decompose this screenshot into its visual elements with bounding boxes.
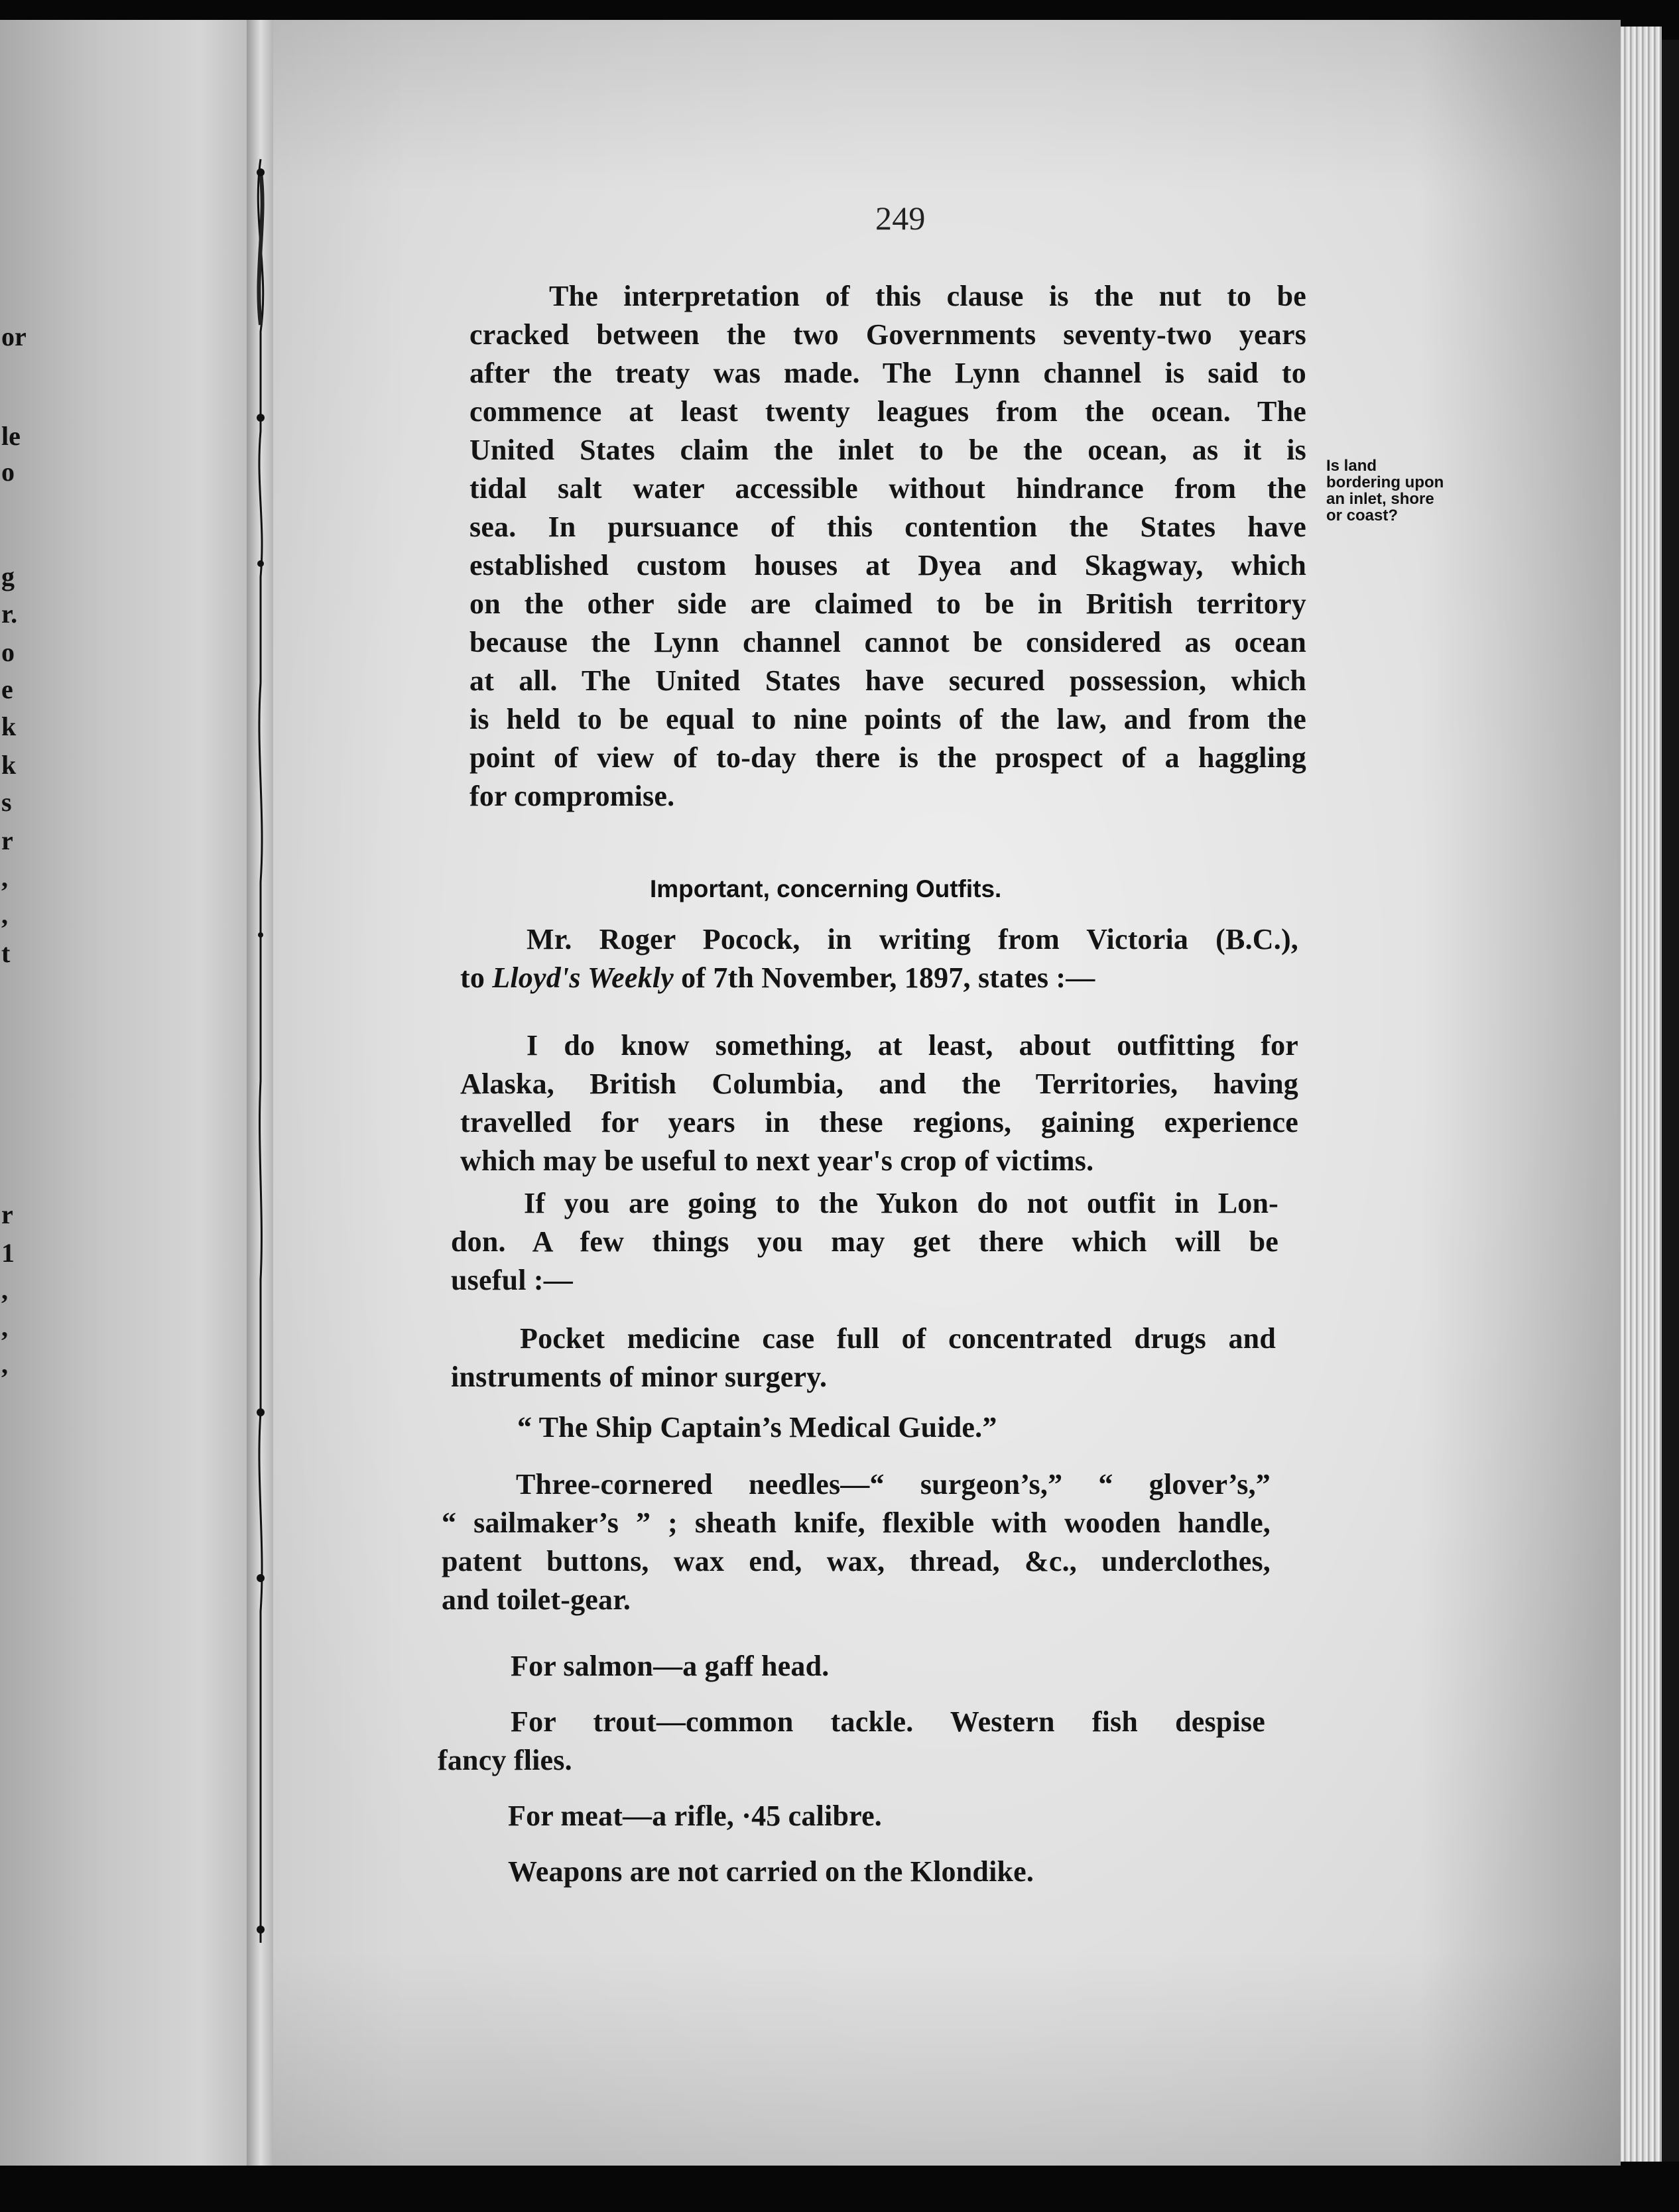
paragraph-meat xyxy=(508,1797,1038,1835)
cropped-glyph: , xyxy=(1,1312,8,1342)
cropped-glyph: r. xyxy=(1,599,18,629)
marginal-note-line: bordering upon xyxy=(1326,473,1444,491)
paragraph-medical-guide xyxy=(517,1408,1180,1447)
text-line: at all. The United States have secured possession, which xyxy=(469,664,1306,697)
text-line xyxy=(460,959,1298,997)
paragraph-yukon-advice xyxy=(451,1184,1278,1300)
text-line: useful :— xyxy=(451,1264,573,1296)
cropped-glyph: o xyxy=(1,637,15,667)
text-run: to xyxy=(460,961,493,994)
text-line: Pocket medicine case full of concentrated drugs and xyxy=(520,1322,1276,1355)
text-line: travelled for years in these regions, gaining experience xyxy=(460,1106,1298,1138)
paragraph-salmon xyxy=(511,1647,1041,1686)
facing-page-edge xyxy=(0,20,251,2166)
marginal-note-line: or coast? xyxy=(1326,507,1399,524)
text-line: don. A few things you may get there which will be xyxy=(451,1225,1278,1258)
facing-page-cropped-text xyxy=(0,20,27,2166)
text-line: For trout—common tackle. Western fish despise xyxy=(511,1705,1265,1738)
paragraph-weapons xyxy=(508,1853,1171,1891)
paragraph-medicine-case xyxy=(451,1320,1276,1396)
paragraph-needles xyxy=(442,1465,1271,1619)
text-line: Weapons are not carried on the Klondike. xyxy=(508,1855,1034,1888)
text-line: Three-cornered needles—“ surgeon’s,” “ glover’s,” xyxy=(516,1468,1271,1501)
text-line: patent buttons, wax end, wax, thread, &c., underclothes, xyxy=(442,1545,1271,1577)
cropped-glyph: or xyxy=(1,322,27,351)
text-line: and toilet-gear. xyxy=(442,1583,631,1616)
book-gutter xyxy=(247,20,275,2166)
text-line: Alaska, British Columbia, and the Territories, having xyxy=(460,1068,1298,1100)
paragraph-outfitting-experience xyxy=(460,1026,1298,1180)
text-line: For salmon—a gaff head. xyxy=(511,1650,830,1682)
text-line: is held to be equal to nine points of the law, and from the xyxy=(469,703,1306,735)
marginal-note-line: Is land xyxy=(1326,457,1377,475)
text-line: after the treaty was made. The Lynn channel is said to xyxy=(469,357,1306,389)
cropped-glyph: 1 xyxy=(1,1238,15,1268)
cropped-glyph: e xyxy=(1,674,13,704)
text-line: United States claim the inlet to be the ocean, as it is xyxy=(469,434,1306,466)
publication-title: Lloyd's Weekly xyxy=(492,961,674,994)
text-line: point of view of to-day there is the prospect of a haggling xyxy=(469,741,1306,774)
stacked-page-edges xyxy=(1621,27,1662,2162)
text-line: I do know something, at least, about outfitting for xyxy=(527,1029,1298,1062)
text-line: cracked between the two Governments seventy-two years xyxy=(469,318,1306,351)
cropped-glyph: k xyxy=(1,750,17,780)
text-line: tidal salt water accessible without hindrance from the xyxy=(469,472,1306,505)
text-line: commence at least twenty leagues from the ocean. The xyxy=(469,395,1306,428)
paragraph-pocock-intro xyxy=(460,920,1298,997)
text-line: fancy flies. xyxy=(438,1744,572,1776)
marginal-note-line: an inlet, shore xyxy=(1326,490,1434,508)
text-line: The interpretation of this clause is the nut to be xyxy=(549,280,1306,312)
cropped-glyph: s xyxy=(1,787,12,817)
text-line: because the Lynn channel cannot be considered as ocean xyxy=(469,626,1306,658)
cropped-glyph: t xyxy=(1,938,11,968)
cropped-glyph: , xyxy=(1,900,8,930)
page-number: 249 xyxy=(875,200,926,237)
cropped-glyph: , xyxy=(1,1275,8,1305)
text-line: “ sailmaker’s ” ; sheath knife, flexible with wooden handle, xyxy=(442,1506,1271,1539)
text-line: “ The Ship Captain’s Medical Guide.” xyxy=(517,1411,997,1444)
text-run: of 7th November, 1897, states :— xyxy=(673,961,1095,994)
text-line: Mr. Roger Pocock, in writing from Victoria (B.C.), xyxy=(527,923,1298,955)
text-line: on the other side are claimed to be in British territory xyxy=(469,587,1306,620)
cropped-glyph: r xyxy=(1,1199,13,1229)
text-line: for compromise. xyxy=(469,780,675,812)
paragraph-treaty-interpretation xyxy=(469,277,1306,816)
marginal-note xyxy=(1326,458,1479,524)
cropped-glyph: , xyxy=(1,863,8,892)
cropped-glyph: r xyxy=(1,826,13,855)
cropped-glyph: g xyxy=(1,562,15,591)
paragraph-trout xyxy=(438,1703,1265,1780)
cropped-glyph: o xyxy=(1,457,15,487)
text-line: established custom houses at Dyea and Skagway, which xyxy=(469,549,1306,582)
text-line: instruments of minor surgery. xyxy=(451,1361,828,1393)
cropped-glyph: le xyxy=(1,421,21,451)
text-line: sea. In pursuance of this contention the States have xyxy=(469,511,1306,543)
text-line: If you are going to the Yukon do not outfit in Lon- xyxy=(524,1187,1278,1219)
section-heading: Important, concerning Outfits. xyxy=(650,875,1002,902)
cropped-glyph: k xyxy=(1,711,17,741)
binding-thread-icon xyxy=(247,20,275,2166)
cropped-glyph: , xyxy=(1,1349,8,1379)
text-line: which may be useful to next year's crop of victims. xyxy=(460,1144,1094,1177)
text-line: For meat—a rifle, ·45 calibre. xyxy=(508,1800,882,1832)
page-shadow xyxy=(1662,40,1679,2162)
